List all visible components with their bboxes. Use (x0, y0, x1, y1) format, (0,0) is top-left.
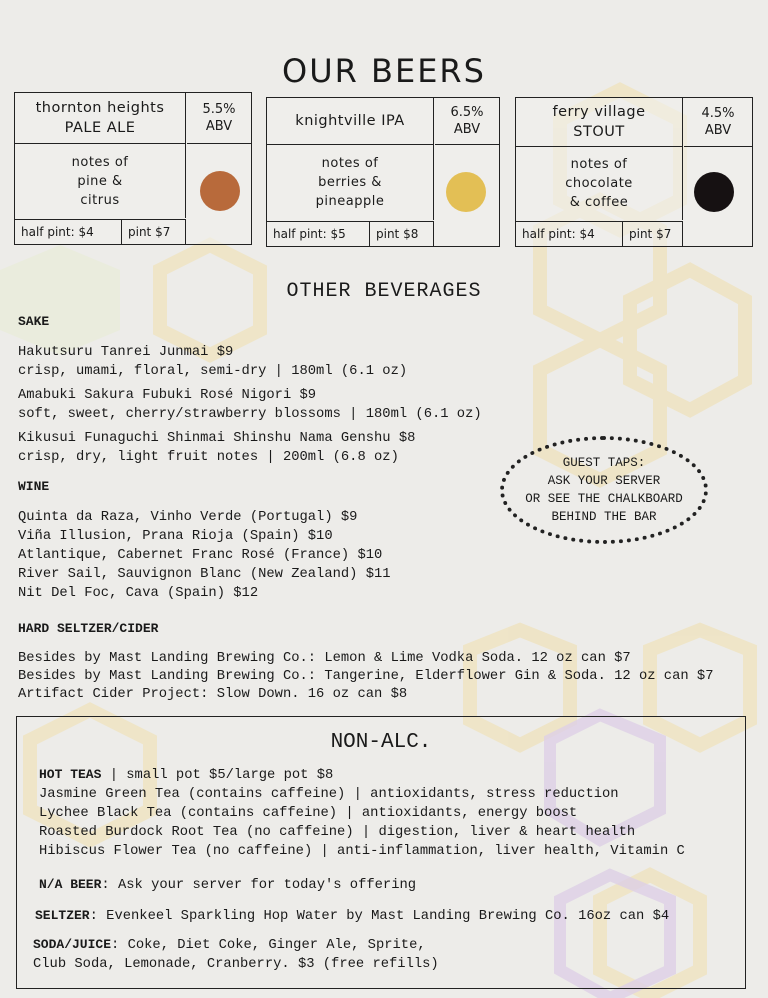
beer-style: PALE ALE (64, 120, 136, 136)
abv-value: 6.5% (450, 105, 484, 120)
wine-item: Atlantique, Cabernet Franc Rosé (France) $10 (18, 548, 383, 563)
tea-item: Roasted Burdock Root Tea (no caffeine) | digestion, liver & heart health (39, 825, 636, 840)
beer-notes (267, 145, 434, 220)
seltzer-item: Besides by Mast Landing Brewing Co.: Lemon & Lime Vodka Soda. 12 oz can $7 (18, 651, 631, 666)
soda-text: Club Soda, Lemonade, Cranberry. $3 (free refills) (33, 957, 439, 972)
beer-card-pale-ale (14, 92, 252, 245)
tea-item: Hibiscus Flower Tea (no caffeine) | anti-inflammation, liver health, Vitamin C (39, 844, 685, 859)
sake-section (18, 312, 482, 467)
section-title-other-beverages: OTHER BEVERAGES (286, 280, 482, 303)
page-title: OUR BEERS (282, 52, 486, 90)
beer-abv (435, 98, 499, 145)
pint-price: pint $7 (622, 222, 677, 246)
beer-brewery: thornton heights (35, 100, 165, 116)
beer-abv (187, 93, 251, 144)
wine-section (18, 477, 391, 603)
tea-item: Jasmine Green Tea (contains caffeine) | antioxidants, stress reduction (39, 787, 619, 802)
tea-item: Lychee Black Tea (contains caffeine) | antioxidants, energy boost (39, 806, 578, 821)
beer-name (15, 93, 186, 144)
notes-line: pine & (77, 173, 123, 189)
beer-notes (15, 144, 186, 218)
wine-item: River Sail, Sauvignon Blanc (New Zealand) $11 (18, 567, 391, 582)
notes-line: berries & (318, 175, 382, 190)
abv-value: 4.5% (701, 106, 735, 121)
callout-line: ASK YOUR SERVER (547, 474, 661, 488)
wine-item: Viña Illusion, Prana Rioja (Spain) $10 (18, 529, 333, 544)
beer-prices (267, 221, 434, 246)
hard-seltzer-section (18, 619, 713, 704)
soda-juice (33, 935, 439, 974)
notes-line: notes of (321, 156, 379, 171)
hot-teas (39, 765, 685, 861)
notes-line: chocolate (565, 176, 633, 191)
notes-line: notes of (71, 154, 129, 170)
callout-line: OR SEE THE CHALKBOARD (525, 492, 683, 506)
sake-name: Amabuki Sakura Fubuki Rosé Nigori $9 (18, 388, 317, 403)
abv-value: 5.5% (202, 102, 236, 117)
section-title-non-alc: NON-ALC. (330, 731, 432, 754)
na-beer (39, 875, 416, 895)
guest-taps-callout (500, 436, 708, 544)
seltzer (35, 906, 669, 926)
beer-notes (516, 147, 683, 220)
beer-color-swatch (694, 172, 734, 212)
section-heading: WINE (18, 479, 50, 494)
half-pint-price: half pint: $5 (273, 227, 346, 241)
wine-item: Quinta da Raza, Vinho Verde (Portugal) $9 (18, 510, 358, 525)
section-heading: SAKE (18, 314, 50, 329)
abv-label: ABV (453, 122, 481, 137)
section-heading: HOT TEAS (39, 767, 102, 782)
notes-line: pineapple (315, 194, 385, 209)
callout-line: BEHIND THE BAR (551, 510, 657, 524)
notes-line: & coffee (569, 195, 629, 210)
beer-style: STOUT (573, 124, 625, 140)
beer-abv (684, 98, 752, 147)
na-beer-text: : Ask your server for today's offering (101, 878, 417, 893)
beer-color-swatch (200, 171, 240, 211)
half-pint-price: half pint: $4 (522, 227, 595, 241)
non-alc-box (16, 716, 746, 989)
beer-name (267, 98, 434, 145)
soda-text: : Coke, Diet Coke, Ginger Ale, Sprite, (111, 938, 426, 953)
abv-label: ABV (205, 119, 233, 134)
callout-line: GUEST TAPS: (562, 456, 646, 470)
section-heading: SELTZER (35, 908, 90, 923)
section-heading: SODA/JUICE (33, 937, 112, 952)
sake-description: crisp, dry, light fruit notes | 200ml (6.8 oz) (18, 450, 399, 465)
section-heading: HARD SELTZER/CIDER (18, 621, 159, 636)
beer-name (516, 98, 683, 147)
sake-name: Hakutsuru Tanrei Junmai $9 (18, 345, 234, 360)
sake-description: crisp, umami, floral, semi-dry | 180ml (6.1 oz) (18, 364, 408, 379)
beer-color-swatch (446, 172, 486, 212)
beer-card-stout (515, 97, 753, 247)
abv-label: ABV (704, 123, 732, 138)
pint-price: pint $8 (369, 222, 424, 246)
half-pint-price: half pint: $4 (21, 225, 94, 239)
seltzer-text: : Evenkeel Sparkling Hop Water by Mast Landing Brewing Co. 16oz can $4 (89, 909, 670, 924)
beer-card-ipa (266, 97, 500, 247)
tea-pricing: | small pot $5/large pot $8 (101, 768, 334, 783)
notes-line: citrus (80, 192, 120, 208)
notes-line: notes of (570, 157, 628, 172)
sake-name: Kikusui Funaguchi Shinmai Shinshu Nama Genshu $8 (18, 431, 416, 446)
beer-brewery: knightville IPA (295, 113, 405, 129)
section-heading: N/A BEER (39, 877, 102, 892)
beer-brewery: ferry village (552, 104, 646, 120)
beer-prices (516, 221, 683, 246)
pint-price: pint $7 (121, 220, 176, 244)
wine-item: Nit Del Foc, Cava (Spain) $12 (18, 586, 259, 601)
sake-description: soft, sweet, cherry/strawberry blossoms | 180ml (6.1 oz) (18, 407, 482, 422)
seltzer-item: Artifact Cider Project: Slow Down. 16 oz can $8 (18, 687, 408, 702)
seltzer-item: Besides by Mast Landing Brewing Co.: Tangerine, Elderflower Gin & Soda. 12 oz can $7 (18, 669, 714, 684)
beer-prices (15, 219, 186, 244)
